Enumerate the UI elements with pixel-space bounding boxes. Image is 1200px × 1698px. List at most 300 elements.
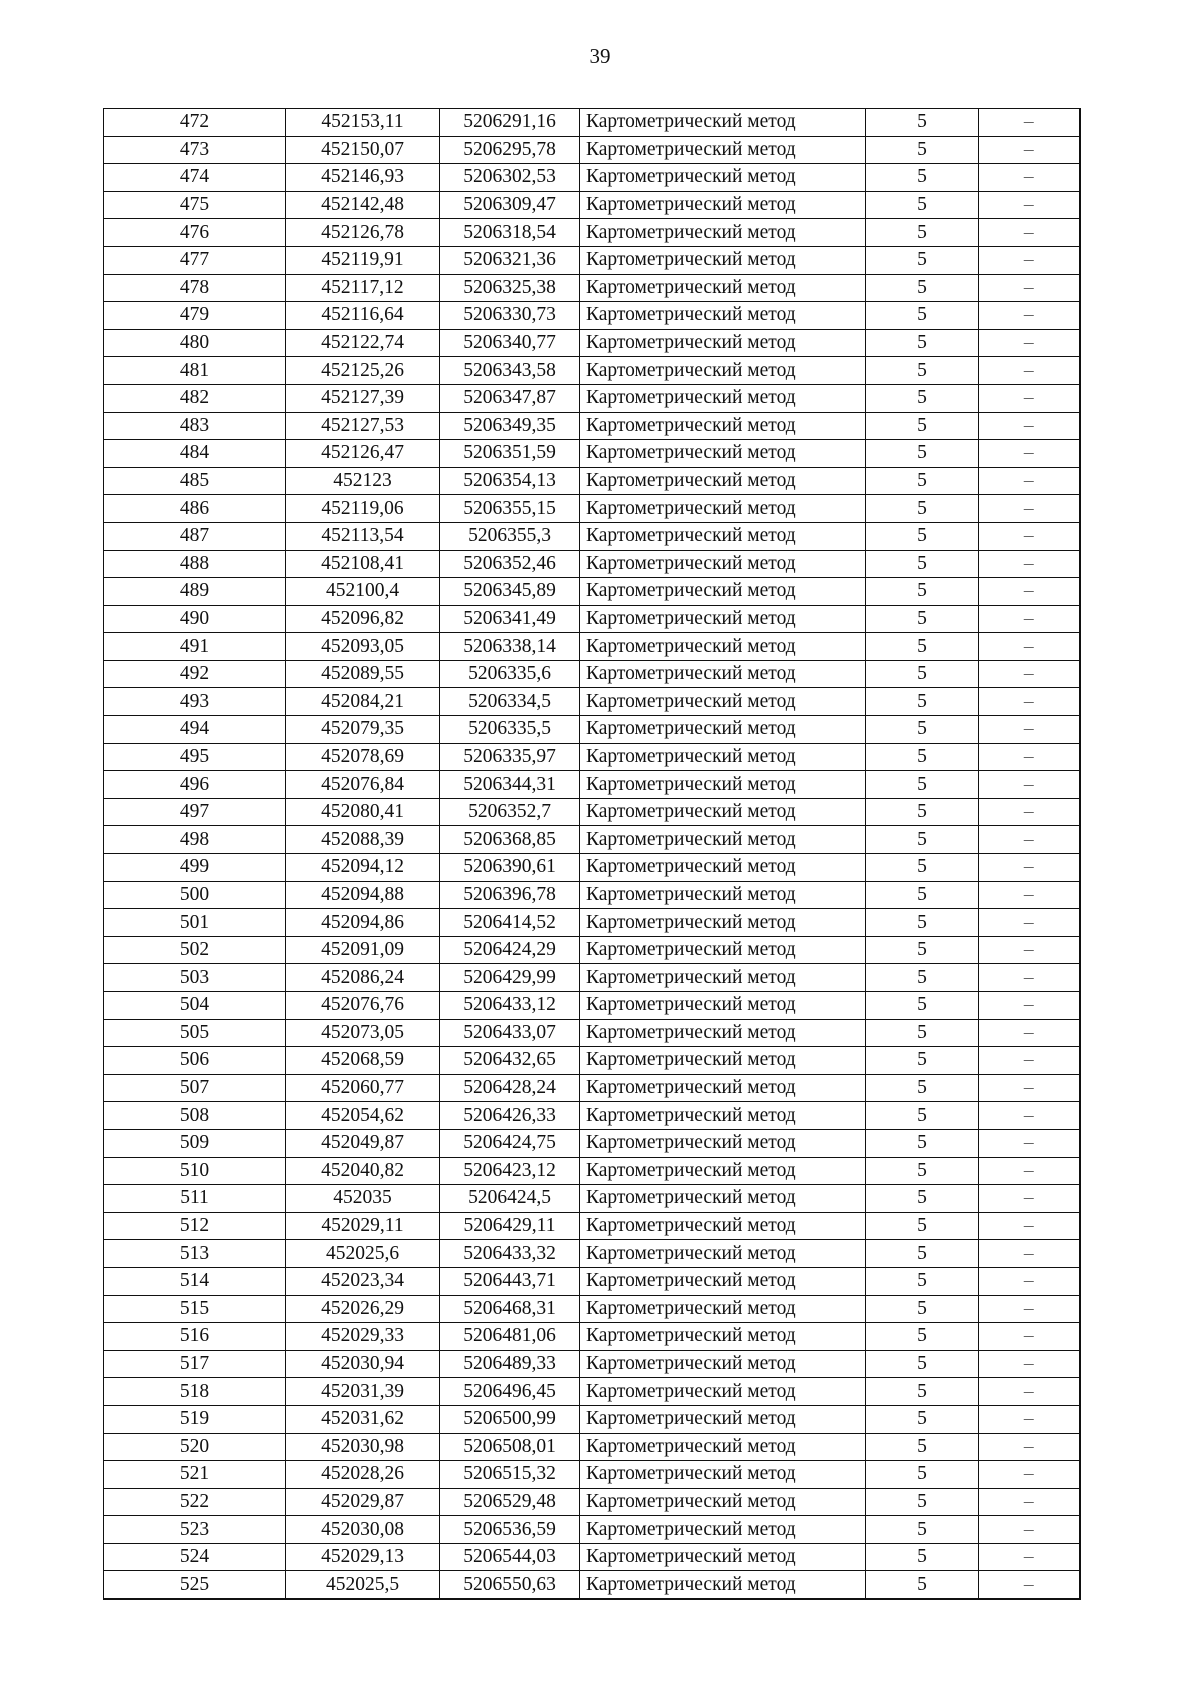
cell-y-coordinate: 5206428,24 <box>440 1074 580 1102</box>
cell-point-number: 500 <box>104 881 286 909</box>
cell-y-coordinate: 5206309,47 <box>440 191 580 219</box>
cell-method: Картометрический метод <box>580 412 866 440</box>
cell-y-coordinate: 5206481,06 <box>440 1323 580 1351</box>
cell-point-number: 504 <box>104 992 286 1020</box>
cell-point-number: 511 <box>104 1185 286 1213</box>
cell-note: – <box>979 302 1080 330</box>
table-row <box>104 1543 1080 1571</box>
cell-y-coordinate: 5206318,54 <box>440 219 580 247</box>
cell-note: – <box>979 1433 1080 1461</box>
cell-y-coordinate: 5206515,32 <box>440 1461 580 1489</box>
cell-y-coordinate: 5206500,99 <box>440 1405 580 1433</box>
cell-x-coordinate: 452025,6 <box>286 1240 440 1268</box>
cell-accuracy: 5 <box>866 1378 979 1406</box>
cell-method: Картометрический метод <box>580 688 866 716</box>
cell-note: – <box>979 798 1080 826</box>
cell-x-coordinate: 452146,93 <box>286 164 440 192</box>
cell-accuracy: 5 <box>866 881 979 909</box>
table-row <box>104 467 1080 495</box>
cell-accuracy: 5 <box>866 1295 979 1323</box>
cell-x-coordinate: 452108,41 <box>286 550 440 578</box>
cell-x-coordinate: 452023,34 <box>286 1267 440 1295</box>
cell-y-coordinate: 5206295,78 <box>440 136 580 164</box>
cell-accuracy: 5 <box>866 771 979 799</box>
cell-x-coordinate: 452076,84 <box>286 771 440 799</box>
table-row <box>104 1461 1080 1489</box>
cell-note: – <box>979 357 1080 385</box>
cell-point-number: 494 <box>104 716 286 744</box>
cell-x-coordinate: 452127,39 <box>286 384 440 412</box>
table-row <box>104 688 1080 716</box>
cell-point-number: 486 <box>104 495 286 523</box>
cell-x-coordinate: 452126,47 <box>286 440 440 468</box>
table-row <box>104 1405 1080 1433</box>
cell-x-coordinate: 452031,39 <box>286 1378 440 1406</box>
cell-point-number: 497 <box>104 798 286 826</box>
cell-method: Картометрический метод <box>580 1267 866 1295</box>
cell-point-number: 502 <box>104 936 286 964</box>
cell-note: – <box>979 467 1080 495</box>
cell-note: – <box>979 1267 1080 1295</box>
cell-accuracy: 5 <box>866 1212 979 1240</box>
cell-point-number: 501 <box>104 909 286 937</box>
cell-y-coordinate: 5206344,31 <box>440 771 580 799</box>
cell-y-coordinate: 5206352,46 <box>440 550 580 578</box>
cell-point-number: 477 <box>104 246 286 274</box>
table-row <box>104 1102 1080 1130</box>
cell-method: Картометрический метод <box>580 219 866 247</box>
table-row <box>104 384 1080 412</box>
cell-note: – <box>979 1240 1080 1268</box>
cell-accuracy: 5 <box>866 578 979 606</box>
cell-x-coordinate: 452094,12 <box>286 854 440 882</box>
cell-note: – <box>979 1516 1080 1544</box>
cell-y-coordinate: 5206414,52 <box>440 909 580 937</box>
cell-x-coordinate: 452089,55 <box>286 660 440 688</box>
cell-accuracy: 5 <box>866 164 979 192</box>
cell-x-coordinate: 452119,91 <box>286 246 440 274</box>
cell-y-coordinate: 5206355,15 <box>440 495 580 523</box>
cell-method: Картометрический метод <box>580 191 866 219</box>
cell-method: Картометрический метод <box>580 329 866 357</box>
cell-note: – <box>979 1295 1080 1323</box>
table-row <box>104 605 1080 633</box>
table-row <box>104 1378 1080 1406</box>
cell-x-coordinate: 452088,39 <box>286 826 440 854</box>
table-row <box>104 219 1080 247</box>
cell-accuracy: 5 <box>866 1157 979 1185</box>
cell-note: – <box>979 881 1080 909</box>
cell-point-number: 492 <box>104 660 286 688</box>
cell-accuracy: 5 <box>866 1433 979 1461</box>
cell-accuracy: 5 <box>866 1102 979 1130</box>
cell-x-coordinate: 452030,98 <box>286 1433 440 1461</box>
cell-method: Картометрический метод <box>580 495 866 523</box>
table-row <box>104 936 1080 964</box>
cell-x-coordinate: 452030,94 <box>286 1350 440 1378</box>
cell-x-coordinate: 452079,35 <box>286 716 440 744</box>
table-row <box>104 302 1080 330</box>
table-row <box>104 1047 1080 1075</box>
cell-note: – <box>979 936 1080 964</box>
table-row <box>104 109 1080 137</box>
cell-y-coordinate: 5206443,71 <box>440 1267 580 1295</box>
cell-method: Картометрический метод <box>580 1240 866 1268</box>
cell-y-coordinate: 5206508,01 <box>440 1433 580 1461</box>
cell-accuracy: 5 <box>866 633 979 661</box>
cell-y-coordinate: 5206396,78 <box>440 881 580 909</box>
coordinates-table <box>103 108 1081 1600</box>
cell-method: Картометрический метод <box>580 1157 866 1185</box>
cell-note: – <box>979 1350 1080 1378</box>
cell-method: Картометрический метод <box>580 909 866 937</box>
cell-point-number: 484 <box>104 440 286 468</box>
cell-accuracy: 5 <box>866 992 979 1020</box>
cell-method: Картометрический метод <box>580 1185 866 1213</box>
table-row <box>104 1571 1080 1599</box>
table-row <box>104 1129 1080 1157</box>
cell-point-number: 488 <box>104 550 286 578</box>
cell-accuracy: 5 <box>866 219 979 247</box>
table-row <box>104 633 1080 661</box>
cell-x-coordinate: 452054,62 <box>286 1102 440 1130</box>
cell-accuracy: 5 <box>866 1488 979 1516</box>
cell-point-number: 499 <box>104 854 286 882</box>
table-row <box>104 854 1080 882</box>
table-row <box>104 798 1080 826</box>
cell-y-coordinate: 5206302,53 <box>440 164 580 192</box>
cell-accuracy: 5 <box>866 1543 979 1571</box>
cell-point-number: 473 <box>104 136 286 164</box>
cell-y-coordinate: 5206433,07 <box>440 1019 580 1047</box>
cell-x-coordinate: 452029,11 <box>286 1212 440 1240</box>
cell-point-number: 506 <box>104 1047 286 1075</box>
cell-x-coordinate: 452119,06 <box>286 495 440 523</box>
coordinates-table-body <box>104 109 1080 1600</box>
cell-method: Картометрический метод <box>580 826 866 854</box>
cell-x-coordinate: 452084,21 <box>286 688 440 716</box>
cell-x-coordinate: 452073,05 <box>286 1019 440 1047</box>
cell-accuracy: 5 <box>866 1323 979 1351</box>
cell-y-coordinate: 5206345,89 <box>440 578 580 606</box>
cell-y-coordinate: 5206468,31 <box>440 1295 580 1323</box>
cell-y-coordinate: 5206496,45 <box>440 1378 580 1406</box>
cell-point-number: 518 <box>104 1378 286 1406</box>
cell-point-number: 498 <box>104 826 286 854</box>
cell-note: – <box>979 136 1080 164</box>
cell-point-number: 491 <box>104 633 286 661</box>
table-row <box>104 881 1080 909</box>
cell-method: Картометрический метод <box>580 1488 866 1516</box>
table-row <box>104 164 1080 192</box>
cell-x-coordinate: 452029,33 <box>286 1323 440 1351</box>
cell-x-coordinate: 452094,88 <box>286 881 440 909</box>
cell-method: Картометрический метод <box>580 605 866 633</box>
cell-method: Картометрический метод <box>580 1019 866 1047</box>
cell-y-coordinate: 5206429,99 <box>440 964 580 992</box>
cell-method: Картометрический метод <box>580 854 866 882</box>
cell-point-number: 475 <box>104 191 286 219</box>
cell-x-coordinate: 452091,09 <box>286 936 440 964</box>
cell-note: – <box>979 1047 1080 1075</box>
cell-x-coordinate: 452093,05 <box>286 633 440 661</box>
cell-method: Картометрический метод <box>580 384 866 412</box>
cell-point-number: 481 <box>104 357 286 385</box>
cell-point-number: 508 <box>104 1102 286 1130</box>
cell-x-coordinate: 452078,69 <box>286 743 440 771</box>
cell-note: – <box>979 1102 1080 1130</box>
cell-point-number: 514 <box>104 1267 286 1295</box>
cell-x-coordinate: 452142,48 <box>286 191 440 219</box>
cell-point-number: 516 <box>104 1323 286 1351</box>
cell-note: – <box>979 716 1080 744</box>
cell-point-number: 503 <box>104 964 286 992</box>
cell-note: – <box>979 1157 1080 1185</box>
cell-y-coordinate: 5206433,32 <box>440 1240 580 1268</box>
cell-note: – <box>979 384 1080 412</box>
cell-y-coordinate: 5206351,59 <box>440 440 580 468</box>
cell-x-coordinate: 452153,11 <box>286 109 440 137</box>
cell-note: – <box>979 771 1080 799</box>
cell-y-coordinate: 5206335,5 <box>440 716 580 744</box>
cell-method: Картометрический метод <box>580 1516 866 1544</box>
cell-y-coordinate: 5206343,58 <box>440 357 580 385</box>
table-row <box>104 440 1080 468</box>
cell-method: Картометрический метод <box>580 1543 866 1571</box>
cell-method: Картометрический метод <box>580 302 866 330</box>
cell-note: – <box>979 1571 1080 1599</box>
cell-note: – <box>979 1488 1080 1516</box>
cell-note: – <box>979 1323 1080 1351</box>
cell-x-coordinate: 452026,29 <box>286 1295 440 1323</box>
cell-method: Картометрический метод <box>580 164 866 192</box>
cell-method: Картометрический метод <box>580 1433 866 1461</box>
cell-accuracy: 5 <box>866 688 979 716</box>
cell-accuracy: 5 <box>866 936 979 964</box>
cell-method: Картометрический метод <box>580 660 866 688</box>
cell-y-coordinate: 5206334,5 <box>440 688 580 716</box>
cell-accuracy: 5 <box>866 1571 979 1599</box>
cell-method: Картометрический метод <box>580 633 866 661</box>
cell-note: – <box>979 909 1080 937</box>
cell-note: – <box>979 109 1080 137</box>
table-row <box>104 578 1080 606</box>
cell-point-number: 489 <box>104 578 286 606</box>
cell-accuracy: 5 <box>866 467 979 495</box>
table-row <box>104 550 1080 578</box>
cell-accuracy: 5 <box>866 109 979 137</box>
cell-point-number: 520 <box>104 1433 286 1461</box>
cell-note: – <box>979 992 1080 1020</box>
cell-accuracy: 5 <box>866 1185 979 1213</box>
table-row <box>104 1295 1080 1323</box>
table-row <box>104 660 1080 688</box>
cell-method: Картометрический метод <box>580 1323 866 1351</box>
cell-y-coordinate: 5206347,87 <box>440 384 580 412</box>
cell-x-coordinate: 452125,26 <box>286 357 440 385</box>
cell-accuracy: 5 <box>866 191 979 219</box>
cell-method: Картометрический метод <box>580 136 866 164</box>
cell-y-coordinate: 5206424,29 <box>440 936 580 964</box>
table-row <box>104 1074 1080 1102</box>
cell-y-coordinate: 5206424,75 <box>440 1129 580 1157</box>
cell-note: – <box>979 1461 1080 1489</box>
cell-point-number: 474 <box>104 164 286 192</box>
cell-x-coordinate: 452029,13 <box>286 1543 440 1571</box>
table-row <box>104 1019 1080 1047</box>
cell-method: Картометрический метод <box>580 1074 866 1102</box>
cell-point-number: 479 <box>104 302 286 330</box>
cell-x-coordinate: 452040,82 <box>286 1157 440 1185</box>
cell-method: Картометрический метод <box>580 1571 866 1599</box>
table-row <box>104 357 1080 385</box>
cell-accuracy: 5 <box>866 798 979 826</box>
table-row <box>104 716 1080 744</box>
cell-method: Картометрический метод <box>580 550 866 578</box>
table-row <box>104 329 1080 357</box>
page-number: 39 <box>589 44 611 68</box>
cell-y-coordinate: 5206335,97 <box>440 743 580 771</box>
cell-y-coordinate: 5206544,03 <box>440 1543 580 1571</box>
cell-accuracy: 5 <box>866 412 979 440</box>
cell-point-number: 513 <box>104 1240 286 1268</box>
cell-method: Картометрический метод <box>580 1405 866 1433</box>
cell-y-coordinate: 5206321,36 <box>440 246 580 274</box>
table-row <box>104 826 1080 854</box>
cell-y-coordinate: 5206424,5 <box>440 1185 580 1213</box>
table-row <box>104 1157 1080 1185</box>
cell-point-number: 525 <box>104 1571 286 1599</box>
cell-point-number: 510 <box>104 1157 286 1185</box>
cell-y-coordinate: 5206390,61 <box>440 854 580 882</box>
cell-method: Картометрический метод <box>580 1295 866 1323</box>
cell-point-number: 490 <box>104 605 286 633</box>
cell-note: – <box>979 605 1080 633</box>
cell-note: – <box>979 1185 1080 1213</box>
cell-x-coordinate: 452028,26 <box>286 1461 440 1489</box>
table-row <box>104 246 1080 274</box>
cell-x-coordinate: 452029,87 <box>286 1488 440 1516</box>
cell-point-number: 496 <box>104 771 286 799</box>
cell-note: – <box>979 412 1080 440</box>
cell-point-number: 495 <box>104 743 286 771</box>
cell-method: Картометрический метод <box>580 1102 866 1130</box>
cell-x-coordinate: 452126,78 <box>286 219 440 247</box>
cell-accuracy: 5 <box>866 357 979 385</box>
cell-x-coordinate: 452150,07 <box>286 136 440 164</box>
table-row <box>104 191 1080 219</box>
cell-y-coordinate: 5206352,7 <box>440 798 580 826</box>
cell-y-coordinate: 5206335,6 <box>440 660 580 688</box>
cell-note: – <box>979 1405 1080 1433</box>
cell-point-number: 509 <box>104 1129 286 1157</box>
cell-x-coordinate: 452031,62 <box>286 1405 440 1433</box>
cell-accuracy: 5 <box>866 1074 979 1102</box>
cell-x-coordinate: 452049,87 <box>286 1129 440 1157</box>
cell-accuracy: 5 <box>866 826 979 854</box>
cell-accuracy: 5 <box>866 384 979 412</box>
cell-method: Картометрический метод <box>580 1350 866 1378</box>
cell-x-coordinate: 452035 <box>286 1185 440 1213</box>
cell-y-coordinate: 5206325,38 <box>440 274 580 302</box>
cell-accuracy: 5 <box>866 743 979 771</box>
cell-accuracy: 5 <box>866 1516 979 1544</box>
cell-note: – <box>979 1074 1080 1102</box>
cell-y-coordinate: 5206338,14 <box>440 633 580 661</box>
cell-method: Картометрический метод <box>580 440 866 468</box>
cell-y-coordinate: 5206426,33 <box>440 1102 580 1130</box>
table-row <box>104 1267 1080 1295</box>
cell-accuracy: 5 <box>866 1350 979 1378</box>
table-row <box>104 1323 1080 1351</box>
table-row <box>104 743 1080 771</box>
cell-method: Картометрический метод <box>580 798 866 826</box>
cell-method: Картометрический метод <box>580 1047 866 1075</box>
table-row <box>104 1488 1080 1516</box>
cell-point-number: 512 <box>104 1212 286 1240</box>
table-row <box>104 1212 1080 1240</box>
table-row <box>104 771 1080 799</box>
table-row <box>104 964 1080 992</box>
cell-method: Картометрический метод <box>580 992 866 1020</box>
cell-y-coordinate: 5206349,35 <box>440 412 580 440</box>
cell-x-coordinate: 452086,24 <box>286 964 440 992</box>
cell-y-coordinate: 5206432,65 <box>440 1047 580 1075</box>
cell-accuracy: 5 <box>866 1240 979 1268</box>
table-row <box>104 412 1080 440</box>
cell-accuracy: 5 <box>866 909 979 937</box>
cell-note: – <box>979 578 1080 606</box>
cell-point-number: 519 <box>104 1405 286 1433</box>
cell-y-coordinate: 5206341,49 <box>440 605 580 633</box>
cell-accuracy: 5 <box>866 329 979 357</box>
table-row <box>104 1433 1080 1461</box>
cell-accuracy: 5 <box>866 1047 979 1075</box>
cell-point-number: 482 <box>104 384 286 412</box>
cell-x-coordinate: 452080,41 <box>286 798 440 826</box>
cell-point-number: 521 <box>104 1461 286 1489</box>
cell-note: – <box>979 1378 1080 1406</box>
cell-x-coordinate: 452025,5 <box>286 1571 440 1599</box>
cell-point-number: 524 <box>104 1543 286 1571</box>
cell-accuracy: 5 <box>866 495 979 523</box>
cell-accuracy: 5 <box>866 1019 979 1047</box>
cell-accuracy: 5 <box>866 440 979 468</box>
cell-y-coordinate: 5206368,85 <box>440 826 580 854</box>
table-row <box>104 136 1080 164</box>
cell-y-coordinate: 5206330,73 <box>440 302 580 330</box>
cell-point-number: 480 <box>104 329 286 357</box>
cell-y-coordinate: 5206355,3 <box>440 522 580 550</box>
cell-accuracy: 5 <box>866 964 979 992</box>
cell-y-coordinate: 5206291,16 <box>440 109 580 137</box>
cell-note: – <box>979 743 1080 771</box>
cell-note: – <box>979 964 1080 992</box>
table-row <box>104 274 1080 302</box>
cell-point-number: 485 <box>104 467 286 495</box>
cell-note: – <box>979 1212 1080 1240</box>
cell-x-coordinate: 452122,74 <box>286 329 440 357</box>
cell-method: Картометрический метод <box>580 357 866 385</box>
cell-y-coordinate: 5206423,12 <box>440 1157 580 1185</box>
cell-accuracy: 5 <box>866 716 979 744</box>
cell-x-coordinate: 452113,54 <box>286 522 440 550</box>
cell-point-number: 476 <box>104 219 286 247</box>
cell-x-coordinate: 452076,76 <box>286 992 440 1020</box>
cell-method: Картометрический метод <box>580 716 866 744</box>
cell-accuracy: 5 <box>866 660 979 688</box>
table-row <box>104 992 1080 1020</box>
